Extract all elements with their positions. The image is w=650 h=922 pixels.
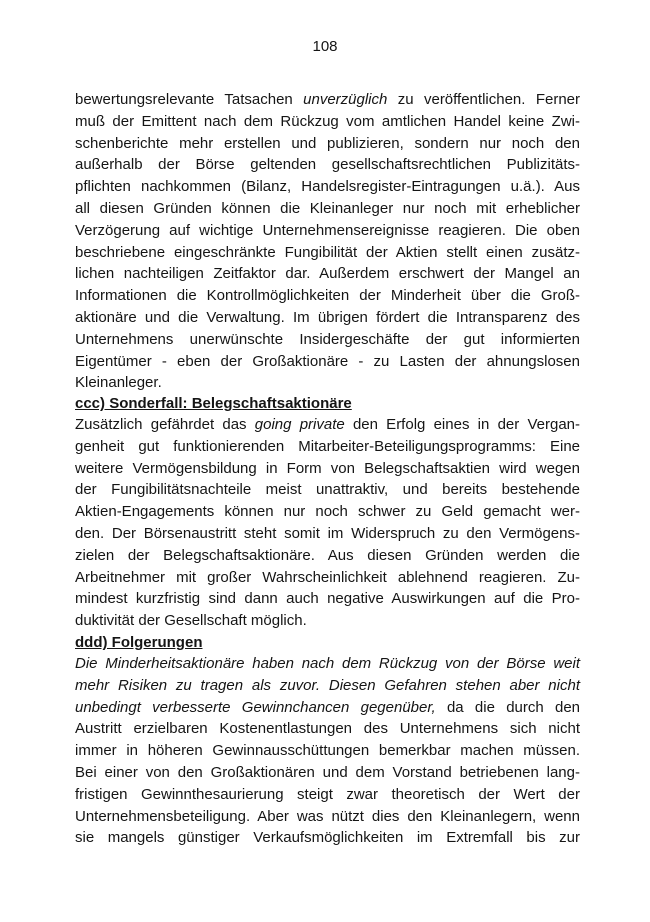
text-run: Kleinanleger. xyxy=(75,374,162,392)
text-line xyxy=(75,263,580,285)
text-run: zielen der Belegschaftsaktionäre. Aus diesen Gründen werden die xyxy=(75,546,580,564)
text-line xyxy=(75,718,580,740)
italic-text-run: going private xyxy=(254,416,345,433)
text-line xyxy=(75,675,580,697)
text-line xyxy=(75,329,580,351)
text-line xyxy=(75,414,580,436)
text-line xyxy=(75,176,580,198)
text-run: den Erfolg eines in der Vergan- xyxy=(344,416,581,433)
text-run: aktionäre und die Verwaltung. Im übrigen fördert die Intransparenz des xyxy=(75,308,580,326)
text-line xyxy=(75,351,580,373)
text-run: Unternehmensbeteiligung. Aber was nützt dies den Kleinanlegern, wenn xyxy=(75,807,580,825)
text-run: außerhalb der Börse geltenden gesellschaftsrechtlichen Publizitäts- xyxy=(75,156,580,174)
text-run: mindest kurzfristig sind dann auch negative Auswirkungen auf die Pro- xyxy=(75,590,580,608)
text-run: Bei einer von den Großaktionären und dem Vorstand betriebenen lang- xyxy=(75,763,580,781)
text-line xyxy=(75,784,580,806)
text-line xyxy=(75,545,580,567)
text-line xyxy=(75,154,580,176)
text-run: bewertungsrelevante Tatsachen xyxy=(75,91,304,108)
text-run: duktivität der Gesellschaft möglich. xyxy=(75,612,307,630)
text-run: weitere Vermögensbildung in Form von Belegschaftsaktien wird wegen xyxy=(75,459,580,477)
text-run: Arbeitnehmer mit großer Wahrscheinlichkeit ablehnend reagieren. Zu- xyxy=(75,568,580,586)
text-run: sie mangels günstiger Verkaufsmöglichkeiten im Extremfall bis zur xyxy=(75,829,580,847)
text-line xyxy=(75,436,580,458)
text-run: Aktien-Engagements können nur noch schwer zu Geld gemacht wer- xyxy=(75,503,580,521)
text-run: immer in höheren Gewinnausschüttungen bemerkbar machen müssen. xyxy=(75,742,580,760)
text-run: Zusätzlich gefährdet das xyxy=(75,416,255,433)
text-line xyxy=(75,588,580,610)
italic-text-run: Die Minderheitsaktionäre haben nach dem Rückzug von der Börse weit xyxy=(75,655,580,672)
text-line xyxy=(75,89,580,111)
text-line xyxy=(75,610,580,632)
text-run: Unternehmens unerwünschte Insidergeschäfte der gut informierten xyxy=(75,330,580,348)
text-line xyxy=(75,111,580,133)
text-line xyxy=(75,501,580,523)
text-run: genheit gut funktionierenden Mitarbeiter-Beteiligungsprogramms: Eine xyxy=(75,437,580,455)
text-line xyxy=(75,567,580,589)
text-line xyxy=(75,523,580,545)
text-run: zu veröffentlichen. Ferner xyxy=(387,91,580,108)
section-heading-ccc: ccc) Sonderfall: Belegschaftsaktionäre xyxy=(75,395,352,412)
paragraph-disclosure xyxy=(75,89,580,394)
text-run: muß der Emittent nach dem Rückzug vom amtlichen Handel keine Zwi- xyxy=(75,112,580,130)
text-line xyxy=(75,372,580,394)
text-line xyxy=(75,458,580,480)
text-line xyxy=(75,740,580,762)
text-line xyxy=(75,697,580,719)
italic-text-run: unbedingt verbesserte Gewinnchancen gegenüber, xyxy=(75,698,436,716)
text-run: schenberichte mehr erstellen und publizieren, sondern nur noch den xyxy=(75,134,580,152)
text-line xyxy=(75,220,580,242)
text-run: Austritt erzielbaren Kostenentlastungen des Unternehmens sich nicht xyxy=(75,720,580,738)
text-line xyxy=(75,762,580,784)
text-line xyxy=(75,133,580,155)
text-run: Eigentümer - eben der Großaktionäre - zu Lasten der ahnungslosen xyxy=(75,352,580,370)
italic-text-run: unverzüglich xyxy=(303,91,388,108)
text-run: den. Der Börsenaustritt steht somit im Widerspruch zu den Vermögens- xyxy=(75,524,580,542)
text-run: all diesen Gründen können die Kleinanleger nur noch mit erheblicher xyxy=(75,199,580,217)
text-line xyxy=(75,479,580,501)
section-heading-ddd: ddd) Folgerungen xyxy=(75,634,203,651)
text-run: Informationen die Kontrollmöglichkeiten der Minderheit über die Groß- xyxy=(75,287,580,305)
paragraph-conclusions xyxy=(75,653,580,849)
page-number: 108 xyxy=(312,38,338,55)
text-line xyxy=(75,198,580,220)
text-run: der Fungibilitätsnachteile meist unattraktiv, und bereits bestehende xyxy=(75,481,580,499)
text-line xyxy=(75,806,580,828)
text-line xyxy=(75,285,580,307)
italic-text-run: mehr Risiken zu tragen als zuvor. Diesen Gefahren stehen aber nicht xyxy=(75,676,580,694)
text-run: Verzögerung auf wichtige Unternehmensereignisse reagieren. Die oben xyxy=(75,221,580,239)
text-run: da die durch den xyxy=(435,698,580,716)
text-run: fristigen Gewinnthesaurierung steigt zwar theoretisch der Wert der xyxy=(75,785,580,803)
text-run: beschriebene eingeschränkte Fungibilität der Aktien stellt einen zusätz- xyxy=(75,243,580,261)
text-run: lichen nachteiligen Zeitfaktor dar. Außerdem erschwert der Mangel an xyxy=(75,265,580,283)
paragraph-employee-shareholders xyxy=(75,414,580,632)
text-line xyxy=(75,827,580,849)
text-run: pflichten nachkommen (Bilanz, Handelsregister-Eintragungen u.ä.). Aus xyxy=(75,178,580,196)
text-line xyxy=(75,653,580,675)
text-line xyxy=(75,307,580,329)
text-line xyxy=(75,242,580,264)
